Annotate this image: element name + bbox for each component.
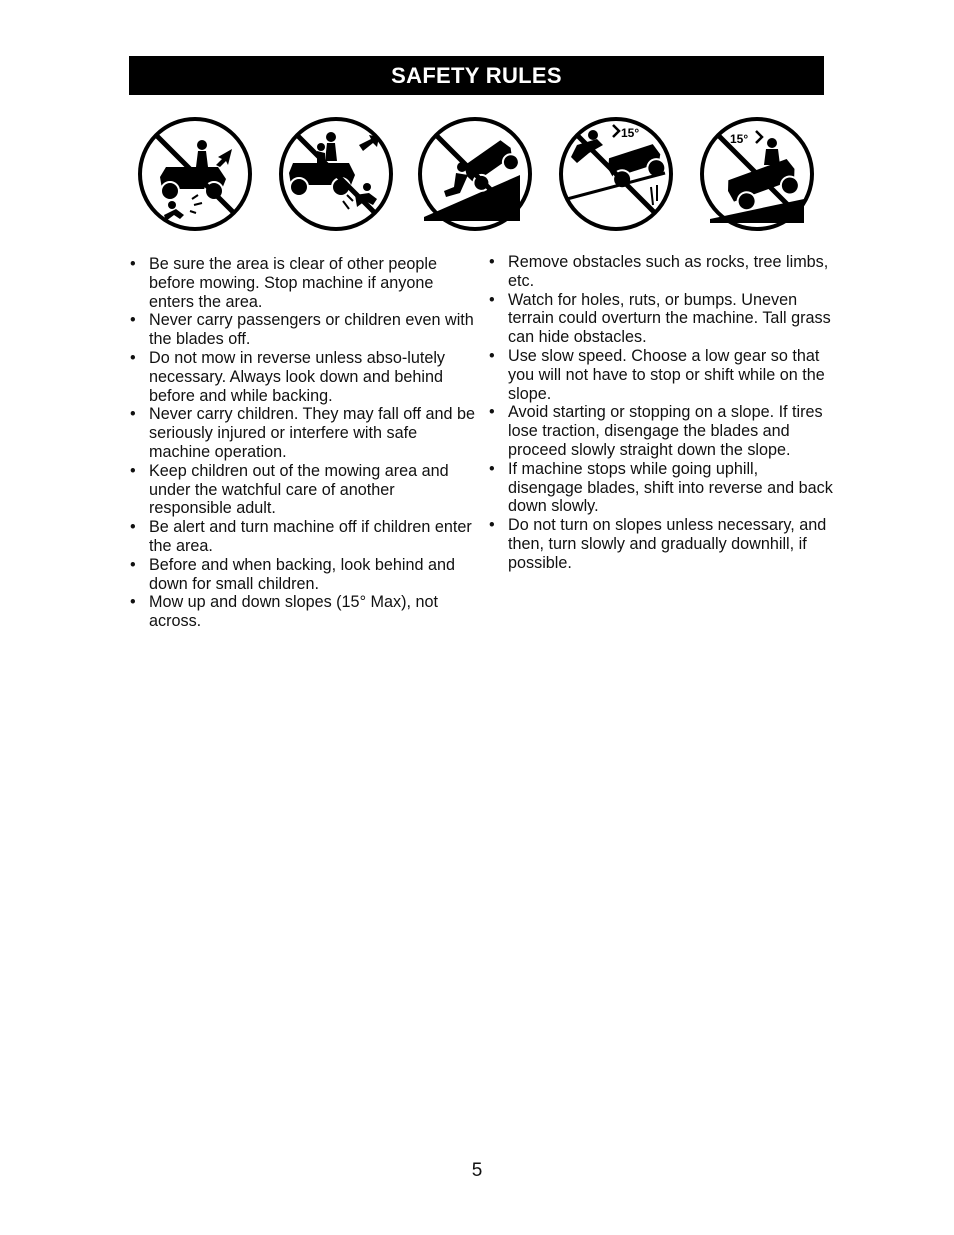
safety-rule-item: • Never carry children. They may fall off and be seriously injured or interfere with safe machine operation. (130, 405, 475, 461)
safety-rule-item: • Never carry passengers or children even with the blades off. (130, 311, 475, 349)
slope-label-15: 15° (621, 126, 640, 140)
safety-rules-left-column (130, 255, 475, 631)
safety-rule-item: • Avoid starting or stopping on a slope. If tires lose traction, disengage the blades and proceed slowly straight down the slope. (489, 403, 834, 459)
safety-rule-item: • Mow up and down slopes (15° Max), not across. (130, 593, 475, 631)
safety-icons-row (136, 115, 818, 235)
no-mowing-across-slope-icon (416, 115, 534, 233)
safety-rule-item: • Before and when backing, look behind and down for small children. (130, 556, 475, 594)
safety-rule-item: • Do not mow in reverse unless abso-lutely necessary. Always look down and behind before and while backing. (130, 349, 475, 405)
safety-rule-item: • Be alert and turn machine off if children enter the area. (130, 518, 475, 556)
no-passengers-icon (277, 115, 395, 233)
slope-label-15: 15° (730, 132, 749, 146)
no-tipping-on-15-degree-slope-icon (698, 115, 816, 233)
no-going-uphill-over-15-degrees-icon (557, 115, 675, 233)
safety-rule-item: • Do not turn on slopes unless necessary, and then, turn slowly and gradually downhill, if possible. (489, 516, 834, 572)
safety-rule-item: • Watch for holes, ruts, or bumps. Uneven terrain could overturn the machine. Tall grass can hide obstacles. (489, 291, 834, 347)
section-title: SAFETY RULES (391, 62, 562, 88)
page-number: 5 (471, 1160, 483, 1181)
no-mowing-with-children-nearby-icon (136, 115, 254, 233)
section-title-bar (129, 56, 824, 95)
safety-rule-item: • If machine stops while going uphill, disengage blades, shift into reverse and back down slowly. (489, 460, 834, 516)
safety-rule-item: • Be sure the area is clear of other people before mowing. Stop machine if anyone enters the area. (130, 255, 475, 311)
safety-rule-item: • Keep children out of the mowing area and under the watchful care of another responsible adult. (130, 462, 475, 518)
safety-rule-item: • Use slow speed. Choose a low gear so that you will not have to stop or shift while on the slope. (489, 347, 834, 403)
safety-rule-item: • Remove obstacles such as rocks, tree limbs, etc. (489, 253, 834, 291)
safety-rules-right-column (489, 253, 834, 573)
